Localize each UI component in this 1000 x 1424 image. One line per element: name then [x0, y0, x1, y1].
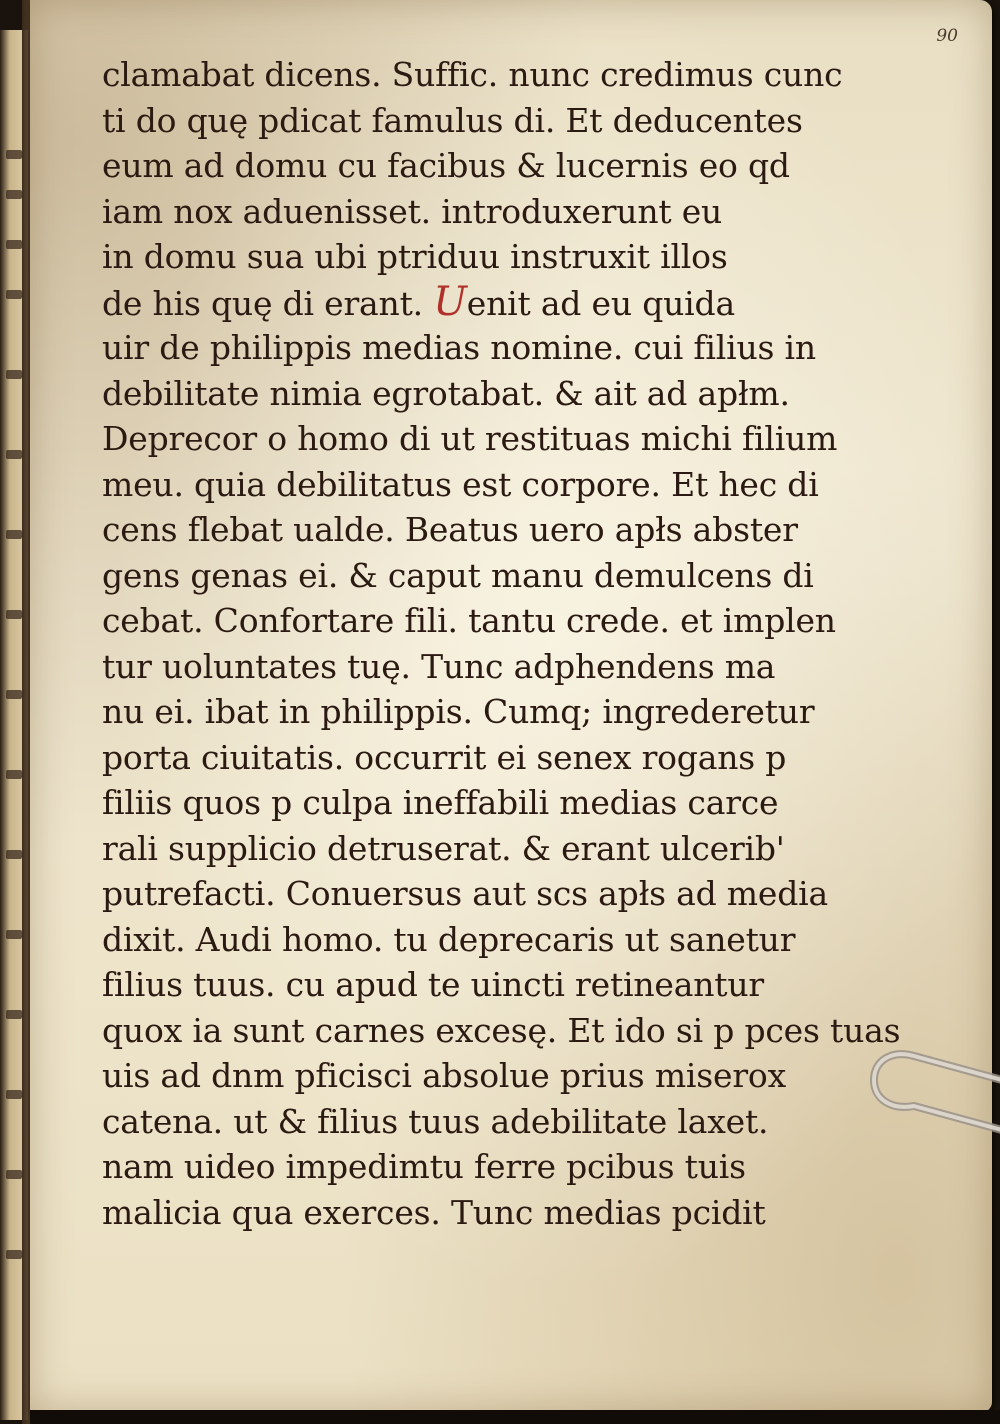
- text-line-5: in domu sua ubi ptriduu instruxit illos: [102, 237, 728, 276]
- text-line-20: dixit. Audi homo. tu deprecaris ut sanetur: [102, 919, 796, 959]
- text-line-14: tur uoluntates tuę. Tunc adphendens ma: [102, 646, 776, 686]
- text-line-26: malicia qua exerces. Tunc medias pcidit: [102, 1192, 766, 1232]
- paper-clip-icon: [852, 1040, 1000, 1150]
- text-line-6-end: enit ad eu quida: [466, 283, 735, 323]
- text-line-3: eum ad domu cu facibus & lucernis eo qd: [102, 146, 790, 185]
- rubricated-initial: U: [433, 278, 467, 325]
- text-line-22: quox ia sunt carnes excesę. Et ido si p pces tuas: [102, 1010, 901, 1050]
- text-line-8: debilitate nimia egrotabat. & ait ad apłm.: [102, 373, 790, 413]
- text-line-1: clamabat dicens. Suffic. nunc credimus cunc: [102, 55, 843, 94]
- text-line-10: meu. quia debilitatus est corpore. Et hec di: [102, 464, 819, 504]
- text-line-25: nam uideo impedimtu ferre pcibus tuis: [102, 1147, 746, 1186]
- text-line-24: catena. ut & filius tuus adebilitate laxet.: [102, 1101, 769, 1141]
- text-line-4: iam nox aduenisset. introduxerunt eu: [102, 191, 723, 231]
- text-line-12: gens genas ei. & caput manu demulcens di: [102, 555, 814, 595]
- text-line-15: nu ei. ibat in philippis. Cumq; ingrederetur: [102, 692, 815, 731]
- text-line-21: filius tuus. cu apud te uincti retineantur: [102, 965, 764, 1004]
- text-line-18: rali supplicio detruserat. & erant ulcerib': [102, 828, 785, 868]
- text-line-6: [102, 280, 822, 326]
- text-line-7: uir de philippis medias nomine. cui filius in: [102, 328, 816, 367]
- text-line-11: cens flebat ualde. Beatus uero apłs abster: [102, 510, 798, 549]
- folio-number: 90: [936, 26, 958, 46]
- text-line-23: uis ad dnm pficisci absolue prius miserox: [102, 1056, 786, 1095]
- text-block: [102, 52, 901, 1235]
- text-line-2: ti do quę pdicat famulus di. Et deducentes: [102, 100, 803, 140]
- text-line-13: cebat. Confortare fili. tantu crede. et implen: [102, 601, 836, 640]
- text-line-19: putrefacti. Conuersus aut scs apłs ad media: [102, 874, 828, 913]
- text-line-9: Deprecor o homo di ut restituas michi filium: [102, 419, 838, 458]
- text-line-16: porta ciuitatis. occurrit ei senex rogans p: [102, 737, 787, 777]
- text-line-17: filiis quos p culpa ineffabili medias carce: [102, 783, 779, 822]
- scan-bottom-edge: [30, 1410, 1000, 1424]
- manuscript-leaf: [30, 0, 992, 1412]
- text-line-6-start: de his quę di erant.: [102, 283, 423, 323]
